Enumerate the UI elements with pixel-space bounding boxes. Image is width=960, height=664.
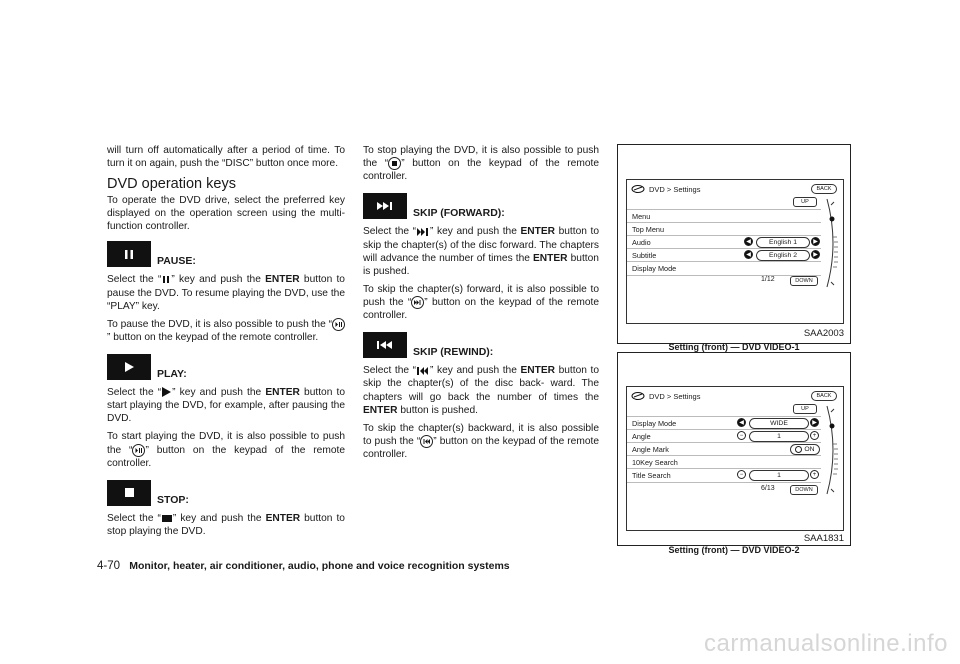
angle-mark-row[interactable]: Angle Mark (627, 442, 821, 456)
chapter-title: Monitor, heater, air conditioner, audio, phone and voice recognition systems (129, 560, 510, 572)
subtitle-prev-icon[interactable]: ◀ (744, 250, 753, 259)
pause-subheading (107, 241, 345, 267)
skip-rewind-subheading (363, 332, 599, 358)
column-1 (107, 144, 345, 538)
figure-code-2: SAA1831 (803, 533, 844, 544)
menu-row[interactable]: Menu (627, 209, 821, 223)
skip-forward-remote-icon (411, 296, 424, 309)
play-pause-remote-icon (332, 318, 345, 331)
angle-value: 1 (749, 431, 809, 442)
title-search-plus-icon[interactable]: + (810, 470, 819, 479)
title-search-value: 1 (749, 470, 809, 481)
subtitle-next-icon[interactable]: ▶ (811, 250, 820, 259)
skip-rewind-remote-icon (420, 435, 433, 448)
display-mode-row[interactable]: Display Mode (627, 261, 821, 276)
angle-plus-icon[interactable]: + (810, 431, 819, 440)
stop-key-icon (107, 480, 151, 506)
pause-paragraph-1: Select the “ ” key and push the ENTER button to pause the DVD. To resume playing the DVD, use the “PLAY” key. (107, 274, 345, 312)
settings-screen-1 (626, 179, 844, 324)
screen-header (631, 184, 700, 195)
scroll-dial-icon[interactable] (823, 197, 841, 289)
column-2 (363, 144, 599, 461)
page-indicator: 1/12 (761, 276, 775, 283)
page-footer (97, 560, 510, 572)
play-paragraph-1: Select the “ ” key and push the ENTER button to start playing the DVD, for example, after pausing the DVD. (107, 387, 345, 425)
skip-rewind-paragraph-2: To skip the chapter(s) backward, it is also possible to push the “ ” button on the keypad of the remote controller. (363, 422, 599, 461)
figure-dvd-video-1 (617, 144, 851, 344)
pause-key-icon (107, 241, 151, 267)
subtitle-value: English 2 (756, 250, 810, 261)
stop-remote-paragraph: To stop playing the DVD, it is also possible to push the “ ” button on the keypad of the remote controller. (363, 145, 599, 183)
angle-minus-icon[interactable]: − (737, 431, 746, 440)
display-prev-icon[interactable]: ◀ (737, 418, 746, 427)
angle-row[interactable]: Angle (627, 429, 821, 443)
section-intro: To operate the DVD drive, select the preferred key displayed on the operation screen using the multi-function controller. (107, 195, 345, 233)
audio-prev-icon[interactable]: ◀ (744, 237, 753, 246)
scroll-dial-icon[interactable] (823, 404, 841, 496)
figure-code-1: SAA2003 (803, 328, 844, 339)
up-button[interactable]: UP (793, 404, 817, 414)
play-title: PLAY: (157, 368, 187, 381)
skip-forward-paragraph-2: To skip the chapter(s) forward, it is also possible to push the “ ” button on the keypad of the remote controller. (363, 283, 599, 322)
skip-forward-key-icon (363, 193, 407, 219)
title-search-minus-icon[interactable]: − (737, 470, 746, 479)
screen-title: DVD > Settings (649, 185, 701, 194)
back-button[interactable]: BACK (811, 391, 837, 401)
play-subheading (107, 354, 345, 380)
skip-rewind-paragraph-1: Select the “ ” key and push the ENTER button to skip the chapter(s) of the disc back- ward. The chapters will go back the number of times the ENTER button is pushed. (363, 365, 599, 416)
skip-forward-subheading (363, 193, 599, 219)
screen-title: DVD > Settings (649, 392, 701, 401)
skip-rewind-key-icon (363, 332, 407, 358)
display-mode-value: WIDE (749, 418, 809, 429)
pause-glyph-icon (161, 275, 171, 284)
settings-screen-2 (626, 386, 844, 531)
page-number: 4-70 (97, 560, 121, 572)
page-indicator: 6/13 (761, 485, 775, 492)
skip-forward-title: SKIP (FORWARD): (413, 207, 505, 220)
display-next-icon[interactable]: ▶ (810, 418, 819, 427)
display-mode-row[interactable]: Display Mode (627, 416, 821, 430)
play-glyph-icon (161, 387, 172, 397)
angle-mark-toggle[interactable]: ON (790, 444, 820, 455)
stop-remote-icon (388, 157, 401, 170)
section-heading: DVD operation keys (107, 176, 236, 193)
stop-paragraph-1: Select the “ ” key and push the ENTER button to stop playing the DVD. (107, 512, 345, 537)
audio-next-icon[interactable]: ▶ (811, 237, 820, 246)
back-button[interactable]: BACK (811, 184, 837, 194)
pause-title: PAUSE: (157, 255, 196, 268)
dvd-logo-icon (631, 391, 645, 402)
skip-rewind-title: SKIP (REWIND): (413, 346, 494, 359)
play-paragraph-2: To start playing the DVD, it is also possible to push the “ ” button on the keypad of the remote controller. (107, 431, 345, 469)
toggle-indicator-icon (795, 446, 802, 453)
skip-forward-glyph-icon (416, 228, 430, 236)
stop-glyph-icon (161, 514, 173, 523)
down-button[interactable]: DOWN (790, 276, 818, 286)
up-button[interactable]: UP (793, 197, 817, 207)
figure-dvd-video-2 (617, 352, 851, 546)
subtitle-row[interactable]: Subtitle (627, 248, 821, 262)
stop-title: STOP: (157, 493, 189, 506)
figure-caption-1: Setting (front) — DVD VIDEO-1 (668, 342, 800, 352)
top-menu-row[interactable]: Top Menu (627, 222, 821, 236)
audio-row[interactable]: Audio (627, 235, 821, 249)
dvd-logo-icon (631, 184, 645, 195)
screen-header (631, 391, 700, 402)
skip-forward-paragraph-1: Select the “ ” key and push the ENTER button to skip the chapter(s) of the disc forward. The chapters will advance the number of times the ENTER button is pushed. (363, 226, 599, 277)
skip-rewind-glyph-icon (416, 367, 430, 375)
figure-caption-2: Setting (front) — DVD VIDEO-2 (668, 545, 800, 555)
audio-value: English 1 (756, 237, 810, 248)
down-button[interactable]: DOWN (790, 485, 818, 495)
tenkey-search-row[interactable]: 10Key Search (627, 455, 821, 469)
play-key-icon (107, 354, 151, 380)
play-pause-remote-icon (132, 444, 145, 457)
intro-paragraph: will turn off automatically after a period of time. To turn it on again, push the “DISC” button once more. (107, 145, 345, 170)
watermark: carmanualsonline.info (704, 630, 948, 657)
title-search-row[interactable]: Title Search (627, 468, 821, 483)
stop-subheading (107, 480, 345, 506)
pause-paragraph-2: To pause the DVD, it is also possible to push the “ ” button on the keypad of the remote controller. (107, 318, 345, 344)
